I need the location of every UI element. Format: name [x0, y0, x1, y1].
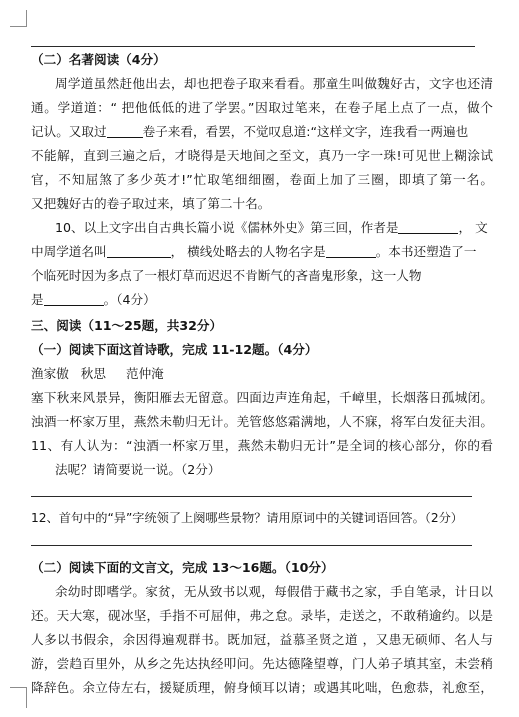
question-10-line-2 — [31, 240, 493, 264]
prose-heading: （二）阅读下面的文言文，完成 13～16题。（10分） — [31, 560, 334, 575]
passage-line-3-start: 记认。又取过 — [31, 124, 107, 139]
answer-line-q11[interactable] — [31, 496, 472, 497]
passage-line-2: 通。学道道：“ 把他低低的进了学罢。”因取过笔来，在卷子尾上点了一点，做个 — [31, 100, 493, 115]
answer-blank-name[interactable] — [107, 122, 143, 138]
poem-title: 渔家傲 秋思 范仲淹 — [31, 366, 164, 381]
poem-line-1: 塞下秋来风景异，衡阳雁去无留意。四面边声连角起，千嶂里，长烟落日孤城闭。 — [31, 390, 493, 405]
passage-line-5: 官，不知屈煞了多少英才!”忙取笔细细圈，卷面上加了三圈，即填了第一名。 — [31, 172, 493, 187]
answer-blank-author[interactable] — [398, 218, 458, 234]
crop-mark-top-left — [10, 10, 27, 27]
q10-text-3: 中周学道名叫 — [31, 244, 107, 259]
q10-text-1: 10、以上文字出自古典长篇小说《儒林外史》第三回，作者是 — [55, 220, 399, 235]
passage-line-1: 周学道虽然赶他出去，却也把卷子取来看看。那童生叫做魏好古，文字也还清 — [55, 76, 493, 91]
passage-line-4: 不能解，直到三遍之后，才晓得是天地间之至文，真乃一字一珠!可见世上糊涂试 — [31, 148, 493, 163]
prose-line-1: 余幼时即嗜学。家贫，无从致书以观，每假借于藏书之家，手自笔录，计日以 — [55, 584, 493, 599]
mingzhu-heading: （二）名著阅读（4分） — [31, 52, 166, 67]
answer-blank-miser[interactable] — [44, 290, 104, 306]
poem-line-2: 浊酒一杯家万里，燕然未勒归无计。羌管悠悠霜满地，人不寐，将军白发征夫泪。 — [31, 414, 493, 429]
question-10-line-4 — [31, 288, 493, 312]
question-12: 12、首句中的“异”字统领了上阕哪些景物？请用原词中的关键词语回答。（2分） — [31, 511, 463, 525]
answer-blank-zhou-name[interactable] — [107, 242, 171, 258]
question-10-line-3: 个临死时因为多点了一根灯草而迟迟不肯断气的吝啬鬼形象，这一人物 — [31, 268, 422, 283]
q10-text-5: 。本书还塑造了一 — [375, 244, 477, 259]
crop-mark-bottom-left — [10, 687, 27, 708]
section-divider-top — [31, 46, 475, 47]
prose-line-4: 游，尝趋百里外，从乡之先达执经叩问。先达德隆望尊，门人弟子填其室，未尝稍 — [31, 656, 493, 671]
question-11-line-1: 11、有人认为：“浊酒一杯家万里，燕然未勒归无计”是全词的核心部分，你的看 — [31, 438, 493, 453]
q10-text-7: 是 — [31, 292, 44, 307]
passage-line-3 — [31, 120, 493, 144]
question-11-line-2: 法呢？请简要说一说。（2分） — [55, 462, 221, 477]
question-10-line-1 — [55, 216, 493, 240]
yuedu-heading: 三、阅读（11～25题，共32分） — [31, 318, 223, 333]
poem-heading: （一）阅读下面这首诗歌，完成 11-12题。（4分） — [31, 342, 318, 357]
prose-line-2: 还。天大寒，砚冰坚，手指不可屈伸，弗之怠。录毕，走送之，不敢稍逾约。以是 — [31, 608, 493, 623]
prose-line-3: 人多以书假余，余因得遍观群书。既加冠，益慕圣贤之道 ，又患无硕师、名人与 — [31, 632, 493, 647]
passage-line-3-end: 卷子来看，看罢，不觉叹息道:“这样文字，连我看一两遍也 — [142, 124, 469, 139]
q10-text-4: ， 横线处略去的人物名字是 — [170, 244, 326, 259]
q10-text-2: ， 文 — [458, 220, 488, 235]
q10-text-8: 。（4分） — [103, 292, 156, 307]
passage-line-6: 又把魏好古的卷子取过来，填了第二十名。 — [31, 196, 271, 211]
answer-line-q12[interactable] — [31, 545, 472, 546]
prose-line-5: 降辞色。余立侍左右，援疑质理，俯身倾耳以请；或遇其叱咄，色愈恭，礼愈至， — [31, 680, 493, 695]
answer-blank-omitted-name[interactable] — [326, 242, 376, 258]
